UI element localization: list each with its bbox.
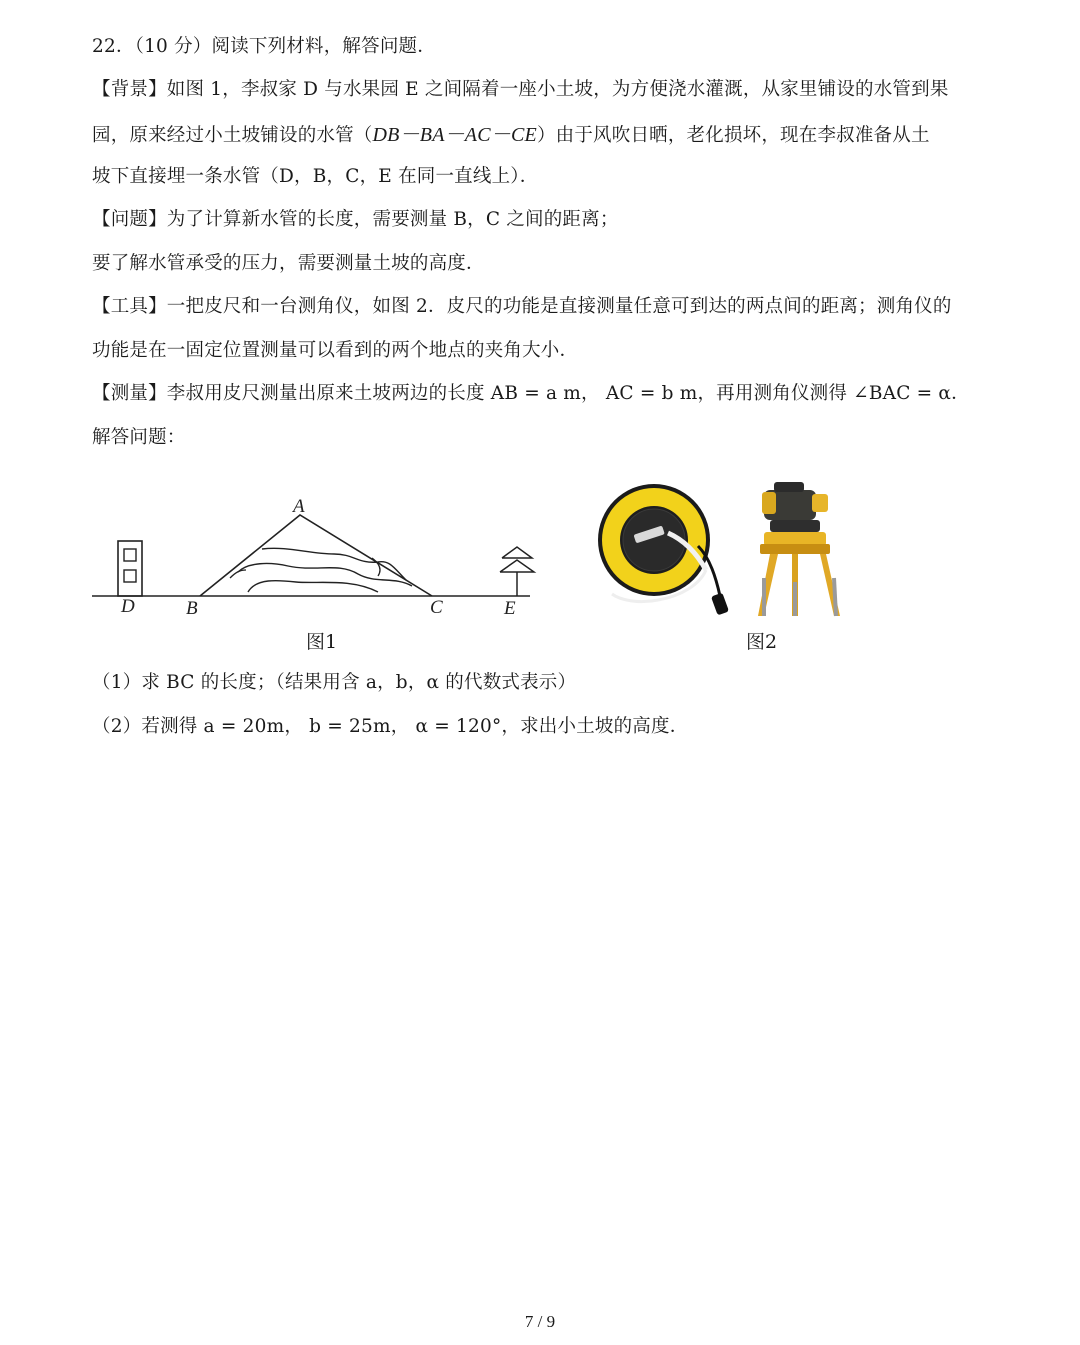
tree-top-tier	[502, 547, 532, 558]
hill-contour-upper	[262, 548, 406, 580]
label-E: E	[504, 598, 516, 619]
tree-bottom-tier	[500, 560, 534, 572]
label-D: D	[121, 596, 135, 617]
label-B: B	[186, 598, 198, 619]
answer-prompt: 解答问题：	[92, 427, 186, 448]
figure-1-diagram	[88, 492, 538, 622]
sub-question-1: （1）求 BC 的长度；（结果用含 a，b，α 的代数式表示）	[92, 672, 577, 693]
question-line-1: 【问题】为了计算新水管的长度，需要测量 B，C 之间的距离；	[92, 209, 619, 230]
house-window-upper	[124, 549, 136, 561]
angle-instrument-icon	[758, 482, 840, 616]
figure-2-photo	[598, 478, 850, 618]
label-A: A	[293, 496, 305, 517]
figure-2-caption: 图2	[746, 631, 778, 653]
measure-line: 【测量】李叔用皮尺测量出原来土坡两边的长度 AB = a m， AC = b m，再用测角仪测得 ∠BAC = α．	[92, 383, 970, 404]
figure-1-caption: 图1	[306, 631, 338, 653]
tape-measure-icon	[598, 484, 729, 615]
hill-contour-lower	[248, 581, 378, 592]
label-C: C	[430, 597, 443, 618]
background-line-3: 坡下直接埋一条水管（D，B，C，E 在同一直线上）．	[92, 166, 539, 187]
question-line-2: 要了解水管承受的压力，需要测量土坡的高度．	[92, 253, 485, 274]
hill-outline	[200, 515, 432, 596]
problem-header: 22．（10 分）阅读下列材料，解答问题．	[92, 36, 436, 57]
tools-line-1: 【工具】一把皮尺和一台测角仪，如图 2．皮尺的功能是直接测量任意可到达的两点间的距离；测角仪的	[92, 296, 952, 317]
page-number: 7 / 9	[524, 1312, 556, 1331]
background-line-1: 【背景】如图 1，李叔家 D 与水果园 E 之间隔着一座小土坡，为方便浇水灌溉，从家里铺设的水管到果	[92, 79, 949, 100]
tools-line-2: 功能是在一固定位置测量可以看到的两个地点的夹角大小．	[92, 340, 579, 361]
house-window-lower	[124, 570, 136, 582]
pipe-path-expression: DB－BA－AC－CE	[372, 124, 537, 146]
sub-question-2: （2）若测得 a = 20m， b = 25m， α = 120°，求出小土坡的高度．	[92, 716, 689, 737]
background-line-2: 园，原来经过小土坡铺设的水管（DB－BA－AC－CE）由于风吹日晒，老化损坏，现在李叔准备从土	[92, 124, 930, 146]
